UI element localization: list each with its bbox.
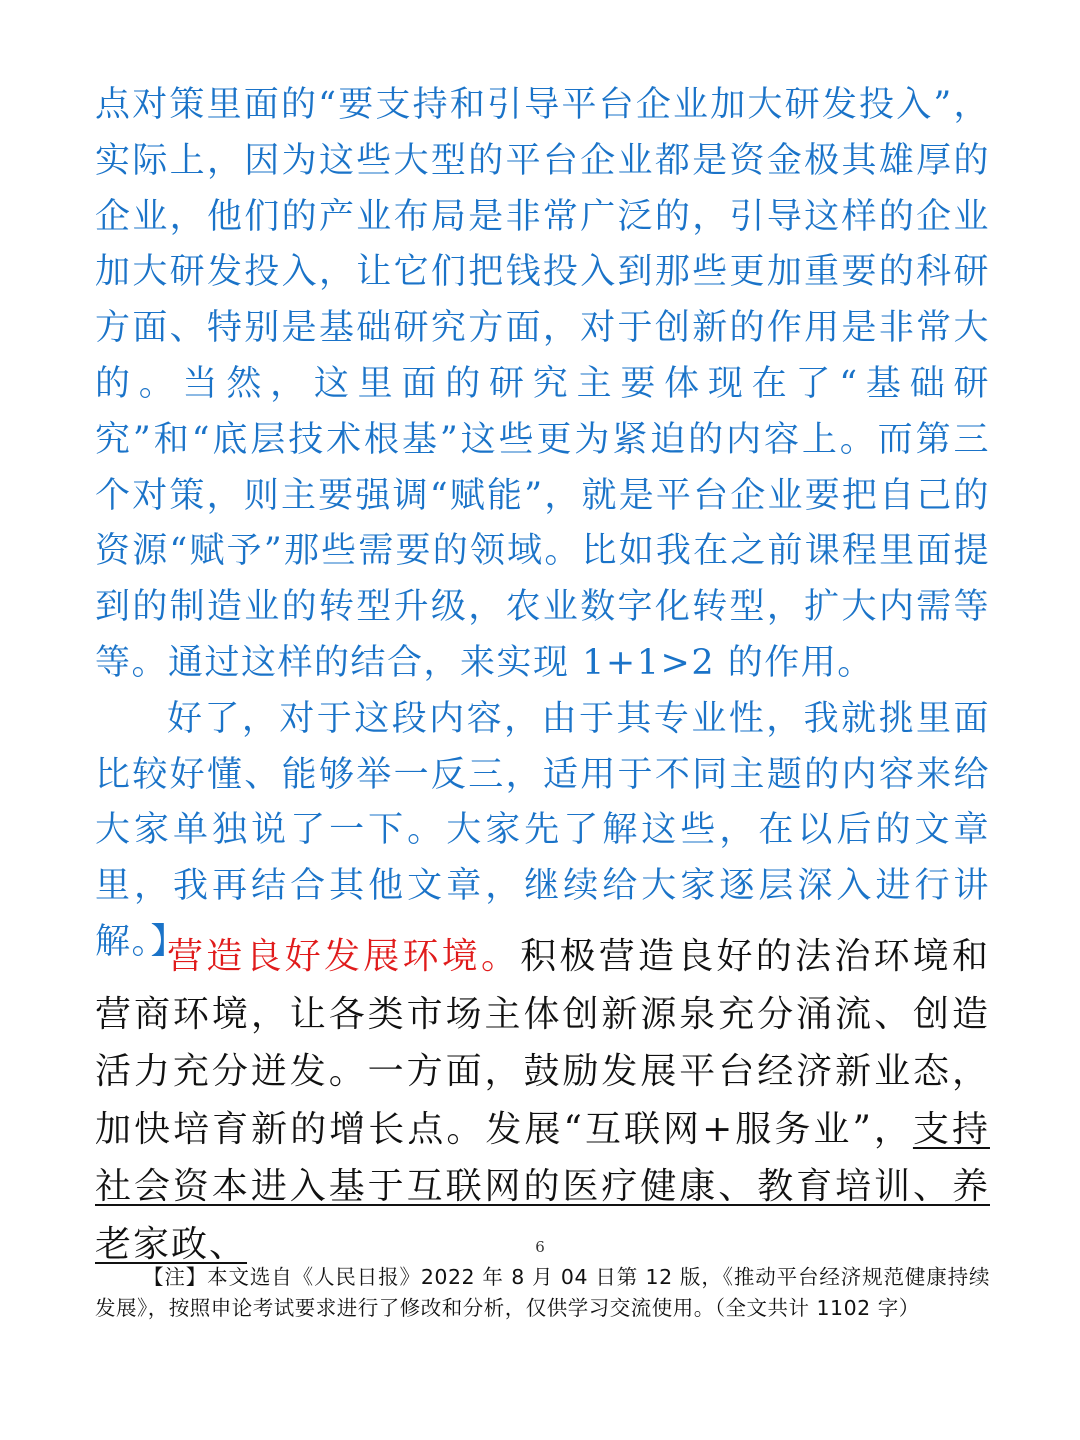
section-heading: 营造良好发展环境。 [167, 936, 521, 977]
article-paragraph [95, 928, 990, 1273]
analysis-paragraph-1: 点对策里面的“要支持和引导平台企业加大研发投入”，实际上，因为这些大型的平台企业都是资金极其雄厚的企业，他们的产业布局是非常广泛的，引导这样的企业加大研发投入，让它们把钱投入到那些更加重要的科研方面、特别是基础研究方面，对于创新的作用是非常大的。当然，这里面的研究主要体现在了“基础研究”和“底层技术根基”这些更为紧迫的内容上。而第三个对策，则主要强调“赋能”，就是平台企业要把自己的资源“赋予”那些需要的领域。比如我在之前课程里面提到的制造业的转型升级，农业数字化转型，扩大内需等等。通过这样的结合，来实现 1+1>2 的作用。 [95, 85, 990, 683]
page-number: 6 [535, 1238, 545, 1256]
footnote-text: 【注】本文选自《人民日报》2022 年 8 月 04 日第 12 版，《推动平台经济规范健康持续发展》，按照申论考试要求进行了修改和分析，仅供学习交流使用。（全文共计 1102 字） [95, 1265, 990, 1320]
underlined-text: 支持社会资本进入基于互联网的医疗健康、教育培训、养老家政、 [95, 1108, 990, 1265]
analysis-paragraph-2: 好了，对于这段内容，由于其专业性，我就挑里面比较好懂、能够举一反三，适用于不同主题的内容来给大家单独说了一下。大家先了解这些，在以后的文章里，我再结合其他文章，继续给大家逐层深入进行讲解。】 [95, 698, 990, 962]
article-body-text: 积极营造良好的法治环境和营商环境，让各类市场主体创新源泉充分涌流、创造活力充分迸发。一方面，鼓励发展平台经济新业态，加快培育新的增长点。发展“互联网+服务业”， [95, 936, 990, 1150]
analysis-commentary [95, 78, 990, 971]
article-excerpt [95, 928, 990, 1273]
footnote [95, 1262, 990, 1324]
